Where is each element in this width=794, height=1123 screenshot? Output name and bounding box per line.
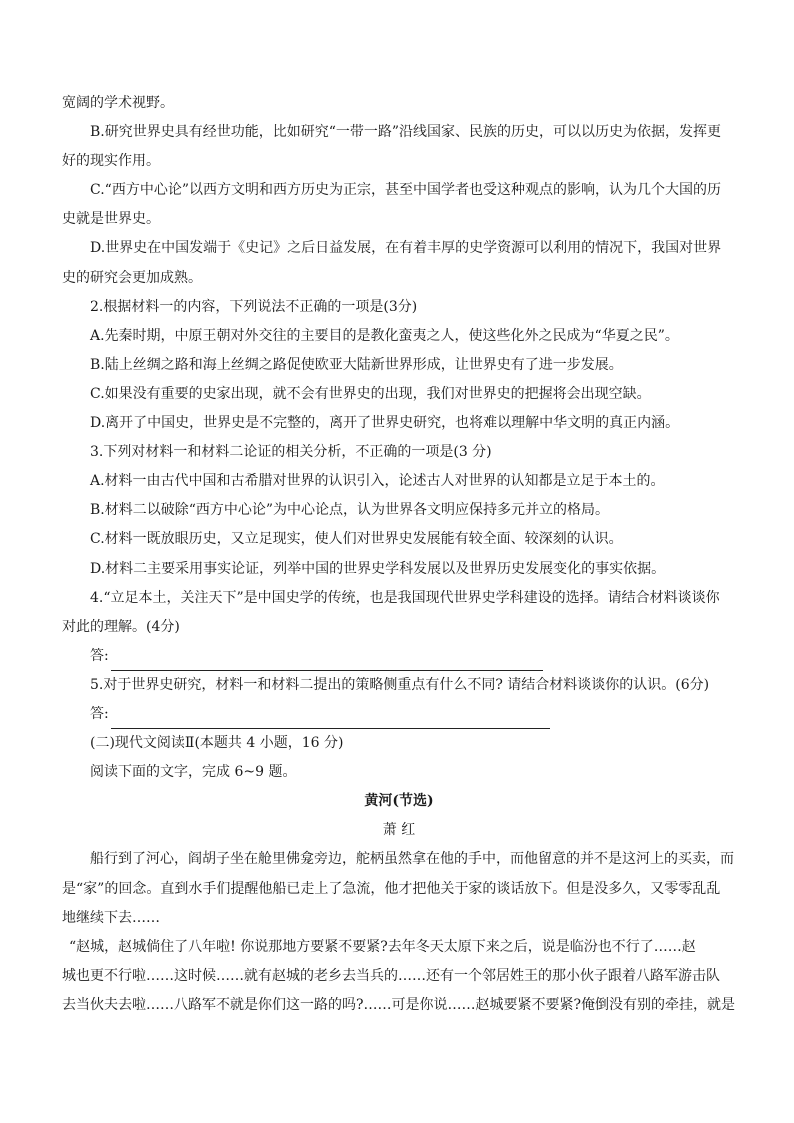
text-line-l7: 史的研究会更加成熟。	[62, 269, 202, 286]
text-line-l19: 对此的理解。(4分)	[62, 618, 180, 635]
text-line-m7: 地继续下去……	[62, 909, 160, 926]
answer-label: 答:	[90, 705, 109, 722]
text-line-m10: 去当伙夫去啦……八路军不就是你们这一路的吗?……可是你说……赵城要紧不要紧?俺倒没有别的牵挂，就是	[62, 996, 736, 1013]
text-line-l3: 好的现实作用。	[62, 153, 160, 170]
text-line-l16: C.材料一既放眼历史，又立足现实，使人们对世界史发展能有较全面、较深刻的认识。	[90, 531, 623, 548]
text-line-l13: 3.下列对材料一和材料二论证的相关分析，不正确的一项是(3 分)	[90, 444, 492, 461]
text-line-l14: A.材料一由古代中国和古希腊对世界的认识引入，论述古人对世界的认知都是立足于本土的。	[90, 473, 665, 490]
text-line-l4: C.“西方中心论”以西方文明和西方历史为正宗，甚至中国学者也受这种观点的影响，认为几个大国的历	[90, 182, 721, 199]
text-line-m2: 阅读下面的文字，完成 6~9 题。	[90, 764, 297, 781]
answer-row-q5	[62, 700, 736, 729]
text-line-l1: 宽阔的学术视野。	[62, 95, 174, 111]
text-line-m6: 是“家”的回念。直到水手们提醒他船已走上了急流，他才把他关于家的谈话放下。但是没多久，又零零乱乱	[62, 880, 721, 897]
text-line-l6: D.世界史在中国发端于《史记》之后日益发展，在有着丰厚的史学资源可以利用的情况下，我国对世界	[90, 240, 722, 257]
answer-row-q4	[62, 642, 736, 671]
text-line-m4: 萧 红	[382, 822, 416, 839]
exam-text-block-1	[62, 89, 736, 642]
text-line-l2: B.研究世界史具有经世功能，比如研究“一带一路”沿线国家、民族的历史，可以以历史为依据，发挥更	[90, 124, 722, 141]
question-5: 5.对于世界史研究，材料一和材料二提出的策略侧重点有什么不同? 请结合材料谈谈你的认识。(6分)	[90, 676, 710, 693]
text-line-l15: B.材料二以破除“西方中心论”为中心论点，认为世界各文明应保持多元并立的格局。	[90, 502, 610, 519]
answer-blank-line[interactable]	[111, 708, 550, 729]
text-line-l10: B.陆上丝绸之路和海上丝绸之路促使欧亚大陆新世界形成，让世界史有了进一步发展。	[90, 356, 623, 373]
text-line-l9: A.先秦时期，中原王朝对外交往的主要目的是教化蛮夷之人，使这些化外之民成为“华夏之民”。	[90, 327, 679, 344]
text-line-l11: C.如果没有重要的史家出现，就不会有世界史的出现，我们对世界史的把握将会出现空缺。	[90, 385, 651, 402]
text-line-l18: 4.“立足本土，关注天下”是中国史学的传统，也是我国现代世界史学科建设的选择。请结合材料谈谈你	[90, 589, 720, 606]
page-content	[62, 89, 736, 1020]
text-line-l12: D.离开了中国史，世界史是不完整的，离开了世界史研究，也将难以理解中华文明的真正内涵。	[90, 415, 680, 432]
text-line-m3: 黄河(节选)	[364, 793, 434, 810]
text-line-l17: D.材料二主要采用事实论证，列举中国的世界史学科发展以及世界历史发展变化的事实依据。	[90, 560, 666, 577]
text-line-l5: 史就是世界史。	[62, 211, 160, 228]
text-line-m5: 船行到了河心，阎胡子坐在舱里佛龛旁边，舵柄虽然拿在他的手中，而他留意的并不是这河上的买卖，而	[90, 851, 734, 868]
text-line-m9: 城也更不行啦……这时候……就有赵城的老乡去当兵的……还有一个邻居姓王的那小伙子跟着八路军游击队	[62, 967, 720, 984]
text-line-m1: (二)现代文阅读Ⅱ(本题共 4 小题，16 分)	[90, 735, 344, 752]
text-line-l8: 2.根据材料一的内容，下列说法不正确的一项是(3分)	[90, 298, 418, 315]
exam-text-block-2	[62, 729, 736, 1020]
answer-label: 答:	[90, 647, 109, 664]
answer-blank-line[interactable]	[111, 650, 543, 671]
text-line-m8: “赵城，赵城倘住了八年啦! 你说那地方要紧不要紧?去年冬天太原下来之后，说是临汾也不行了……赵	[69, 938, 696, 955]
